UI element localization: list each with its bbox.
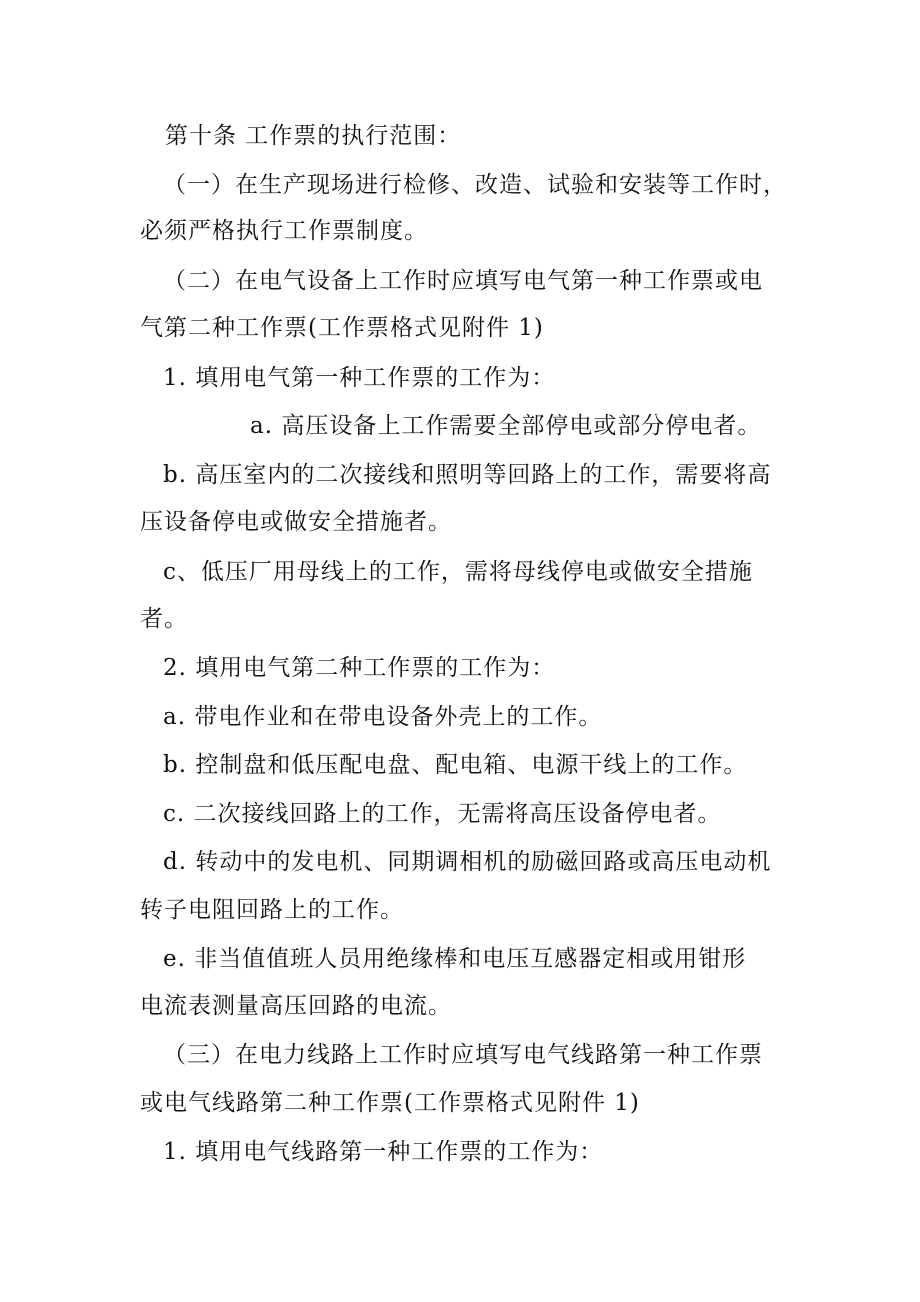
paragraph-line: e. 非当值值班人员用绝缘棒和电压互感器定相或用钳形	[163, 946, 747, 972]
paragraph-line: d. 转动中的发电机、同期调相机的励磁回路或高压电动机	[163, 849, 772, 875]
paragraph-line: 者。	[140, 606, 188, 632]
paragraph-line: 1. 填用电气第一种工作票的工作为：	[163, 365, 556, 391]
paragraph-line: （二）在电气设备上工作时应填写电气第一种工作票或电	[163, 268, 763, 294]
paragraph-line: a. 带电作业和在带电设备外壳上的工作。	[163, 704, 603, 730]
paragraph-line: a. 高压设备上工作需要全部停电或部分停电者。	[250, 413, 762, 439]
paragraph-line: 气第二种工作票(工作票格式见附件 1)	[140, 315, 544, 341]
paragraph-line: （一）在生产现场进行检修、改造、试验和安装等工作时，	[163, 172, 787, 198]
article-heading: 第十条 工作票的执行范围：	[165, 123, 462, 149]
paragraph-line: c、低压厂用母线上的工作，需将母线停电或做安全措施	[163, 559, 753, 585]
paragraph-line: 或电气线路第二种工作票(工作票格式见附件 1)	[140, 1090, 640, 1116]
paragraph-line: （三）在电力线路上工作时应填写电气线路第一种工作票	[163, 1042, 763, 1068]
paragraph-line: 1. 填用电气线路第一种工作票的工作为：	[163, 1139, 604, 1165]
paragraph-line: 必须严格执行工作票制度。	[140, 218, 428, 244]
paragraph-line: b. 控制盘和低压配电盘、配电箱、电源干线上的工作。	[163, 752, 748, 778]
paragraph-line: 电流表测量高压回路的电流。	[140, 993, 452, 1019]
paragraph-line: b. 高压室内的二次接线和照明等回路上的工作，需要将高	[163, 462, 772, 488]
paragraph-line: 转子电阻回路上的工作。	[140, 897, 404, 923]
paragraph-line: 压设备停电或做安全措施者。	[140, 509, 452, 535]
paragraph-line: 2. 填用电气第二种工作票的工作为：	[163, 655, 556, 681]
paragraph-line: c. 二次接线回路上的工作，无需将高压设备停电者。	[163, 801, 722, 827]
